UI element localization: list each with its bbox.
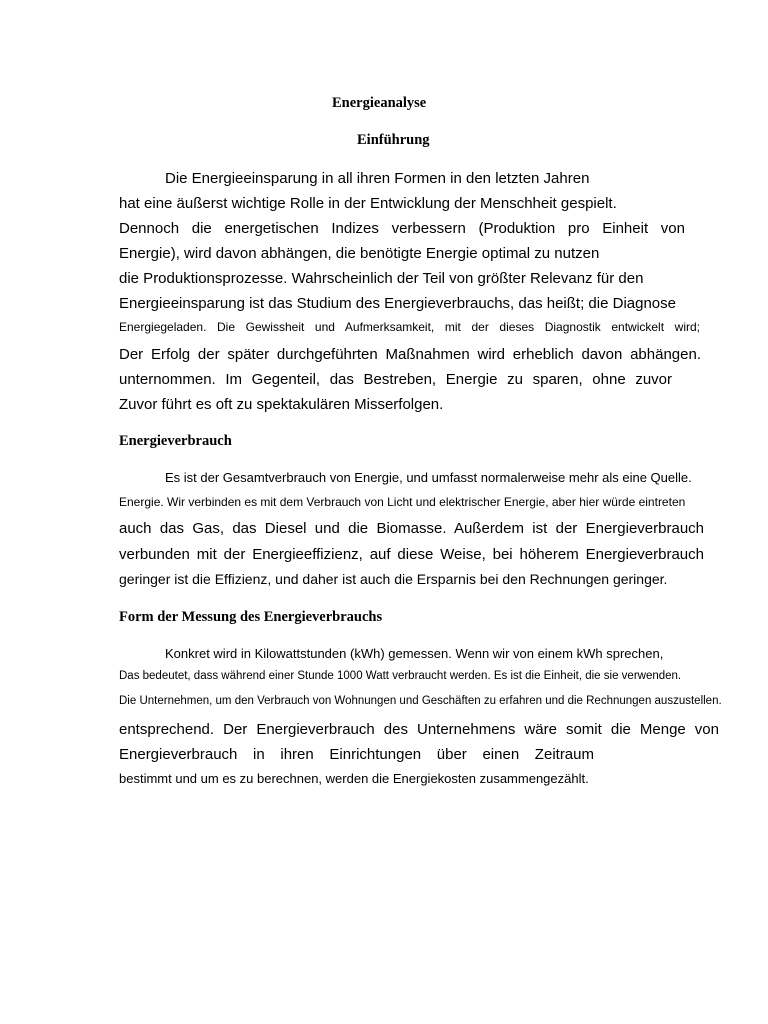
section1-line: geringer ist die Effizienz, und daher ist auch die Ersparnis bei den Rechnungen geringer. — [119, 571, 668, 587]
intro-line: Energieeinsparung ist das Studium des Energieverbrauchs, das heißt; die Diagnose — [119, 295, 676, 312]
section2-line: Das bedeutet, dass während einer Stunde 1000 Watt verbraucht werden. Es ist die Einheit, die sie verwenden. — [119, 670, 682, 682]
section2-line: Konkret wird in Kilowattstunden (kWh) gemessen. Wenn wir von einem kWh sprechen, — [165, 646, 664, 661]
section-heading-measurement: Form der Messung des Energieverbrauchs — [119, 609, 383, 625]
intro-line: Energie), wird davon abhängen, die benötigte Energie optimal zu nutzen — [119, 245, 600, 262]
intro-line: unternommen. Im Gegenteil, das Bestreben, Energie zu sparen, ohne zuvor — [119, 371, 672, 388]
section2-line: Die Unternehmen, um den Verbrauch von Wohnungen und Geschäften zu erfahren und die Rechnungen auszustellen. — [119, 695, 722, 707]
section-heading-introduction: Einführung — [357, 132, 430, 148]
intro-line: Dennoch die energetischen Indizes verbessern (Produktion pro Einheit von — [119, 220, 685, 237]
intro-line: Der Erfolg der später durchgeführten Maßnahmen wird erheblich davon abhängen. — [119, 346, 701, 363]
section-heading-energy-consumption: Energieverbrauch — [119, 433, 232, 449]
intro-line: Zuvor führt es oft zu spektakulären Misserfolgen. — [119, 396, 444, 413]
section2-line: bestimmt und um es zu berechnen, werden die Energiekosten zusammengezählt. — [119, 771, 589, 786]
section2-line: Energieverbrauch in ihren Einrichtungen über einen Zeitraum — [119, 746, 594, 763]
intro-line: die Produktionsprozesse. Wahrscheinlich der Teil von größter Relevanz für den — [119, 270, 644, 287]
section1-line: Energie. Wir verbinden es mit dem Verbrauch von Licht und elektrischer Energie, aber hier würde eintreten — [119, 495, 686, 509]
intro-line: Die Energieeinsparung in all ihren Formen in den letzten Jahren — [165, 170, 590, 187]
section1-line: Es ist der Gesamtverbrauch von Energie, und umfasst normalerweise mehr als eine Quelle. — [165, 470, 692, 485]
intro-line: Energiegeladen. Die Gewissheit und Aufmerksamkeit, mit der dieses Diagnostik entwickelt wird; — [119, 320, 700, 334]
section1-line: auch das Gas, das Diesel und die Biomasse. Außerdem ist der Energieverbrauch — [119, 520, 704, 537]
document-title: Energieanalyse — [332, 95, 427, 111]
section1-line: verbunden mit der Energieeffizienz, auf diese Weise, bei höherem Energieverbrauch — [119, 546, 704, 563]
intro-line: hat eine äußerst wichtige Rolle in der Entwicklung der Menschheit gespielt. — [119, 195, 617, 212]
section2-line: entsprechend. Der Energieverbrauch des Unternehmens wäre somit die Menge von — [119, 721, 719, 738]
